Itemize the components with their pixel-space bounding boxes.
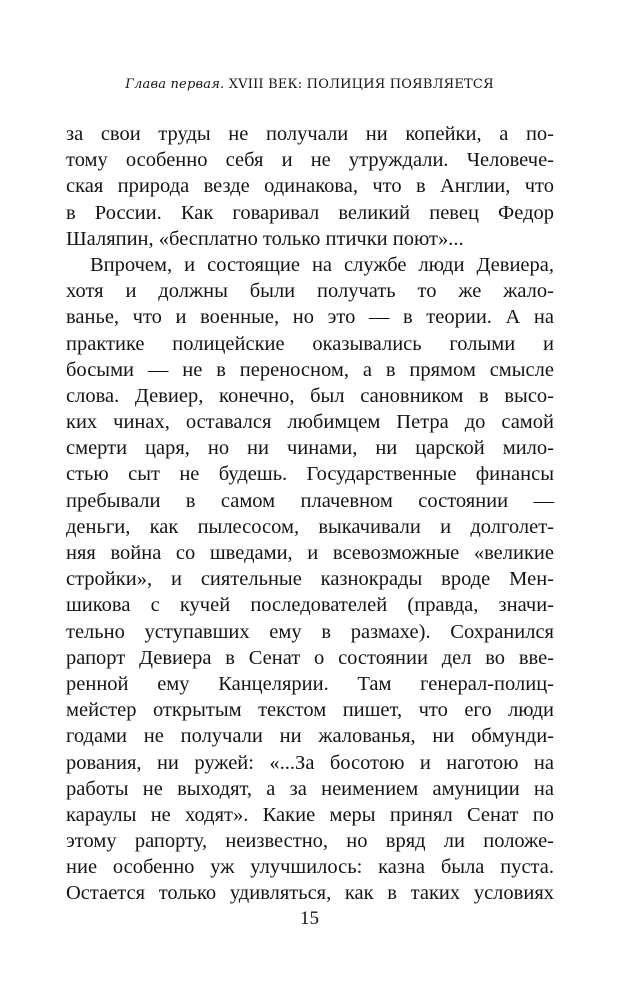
- text-line: няя война со шведами, и всевозможные «великие: [66, 542, 554, 564]
- text-line: ние особенно уж улучшилось: казна была пуста.: [66, 856, 554, 879]
- text-line: ская природа везде одинакова, что в Англии, что: [66, 175, 554, 198]
- text-line: караулы не ходят». Какие меры принял Сенат по: [66, 803, 554, 826]
- text-line: рапорт Девиера в Сенат о состоянии дел во вве-: [66, 646, 554, 669]
- text-line: в России. Как говаривал великий певец Федор: [66, 201, 554, 224]
- page-number: 15: [300, 908, 319, 929]
- text-line: ренной ему Канцелярии. Там генерал-полиц-: [66, 672, 554, 695]
- text-line: Остается только удивляться, как в таких условиях: [66, 882, 554, 905]
- text-line: тому особенно себя и не утруждали. Человече-: [66, 149, 554, 172]
- text-line: этому рапорту, неизвестно, но вряд ли положе-: [66, 830, 554, 853]
- text-line: мейстер открытым текстом пишет, что его люди: [66, 699, 554, 722]
- text-line: работы не выходят, а за неимением амуниции на: [66, 777, 554, 800]
- text-line: ванье, что и военные, но это — в теории. А на: [66, 306, 554, 329]
- text-line: ких чинах, оставался любимцем Петра до самой: [66, 411, 554, 434]
- text-line: практике полицейские оказывались голыми и: [66, 332, 554, 355]
- text-line: шикова с кучей последователей (правда, значи-: [66, 594, 554, 617]
- text-line: рования, ни ружей: «...За босотою и наготою на: [66, 751, 554, 774]
- text-line: деньги, как пылесосом, выкачивали и долголет-: [66, 515, 554, 538]
- running-head: [0, 77, 619, 92]
- text-line: стью сыт не будешь. Государственные финансы: [66, 463, 554, 486]
- running-head-chapter: Глава первая.: [125, 77, 225, 92]
- body-text: [66, 121, 554, 907]
- running-head-title: XVIII ВЕК: ПОЛИЦИЯ ПОЯВЛЯЕТСЯ: [228, 77, 494, 92]
- text-line: годами не получали ни жалованья, ни обмунди-: [66, 725, 554, 748]
- text-line: слова. Девиер, конечно, был сановником в высо-: [66, 384, 554, 407]
- text-line-paragraph-start: Впрочем, и состоящие на службе люди Девиера,: [90, 253, 554, 276]
- text-line: тельно уступавших ему в размахе). Сохранился: [66, 620, 554, 643]
- text-line: хотя и должны были получать то же жало-: [66, 280, 554, 303]
- text-line: пребывали в самом плачевном состоянии —: [66, 489, 554, 512]
- text-line: смерти царя, но ни чинами, ни царской мило-: [66, 437, 554, 460]
- text-line: стройки», и сиятельные казнокрады вроде Мен-: [66, 568, 554, 591]
- text-line: Шаляпин, «бесплатно только птички поют»...: [66, 227, 464, 250]
- text-line: за свои труды не получали ни копейки, а по-: [66, 123, 554, 145]
- text-line: босыми — не в переносном, а в прямом смысле: [66, 358, 554, 381]
